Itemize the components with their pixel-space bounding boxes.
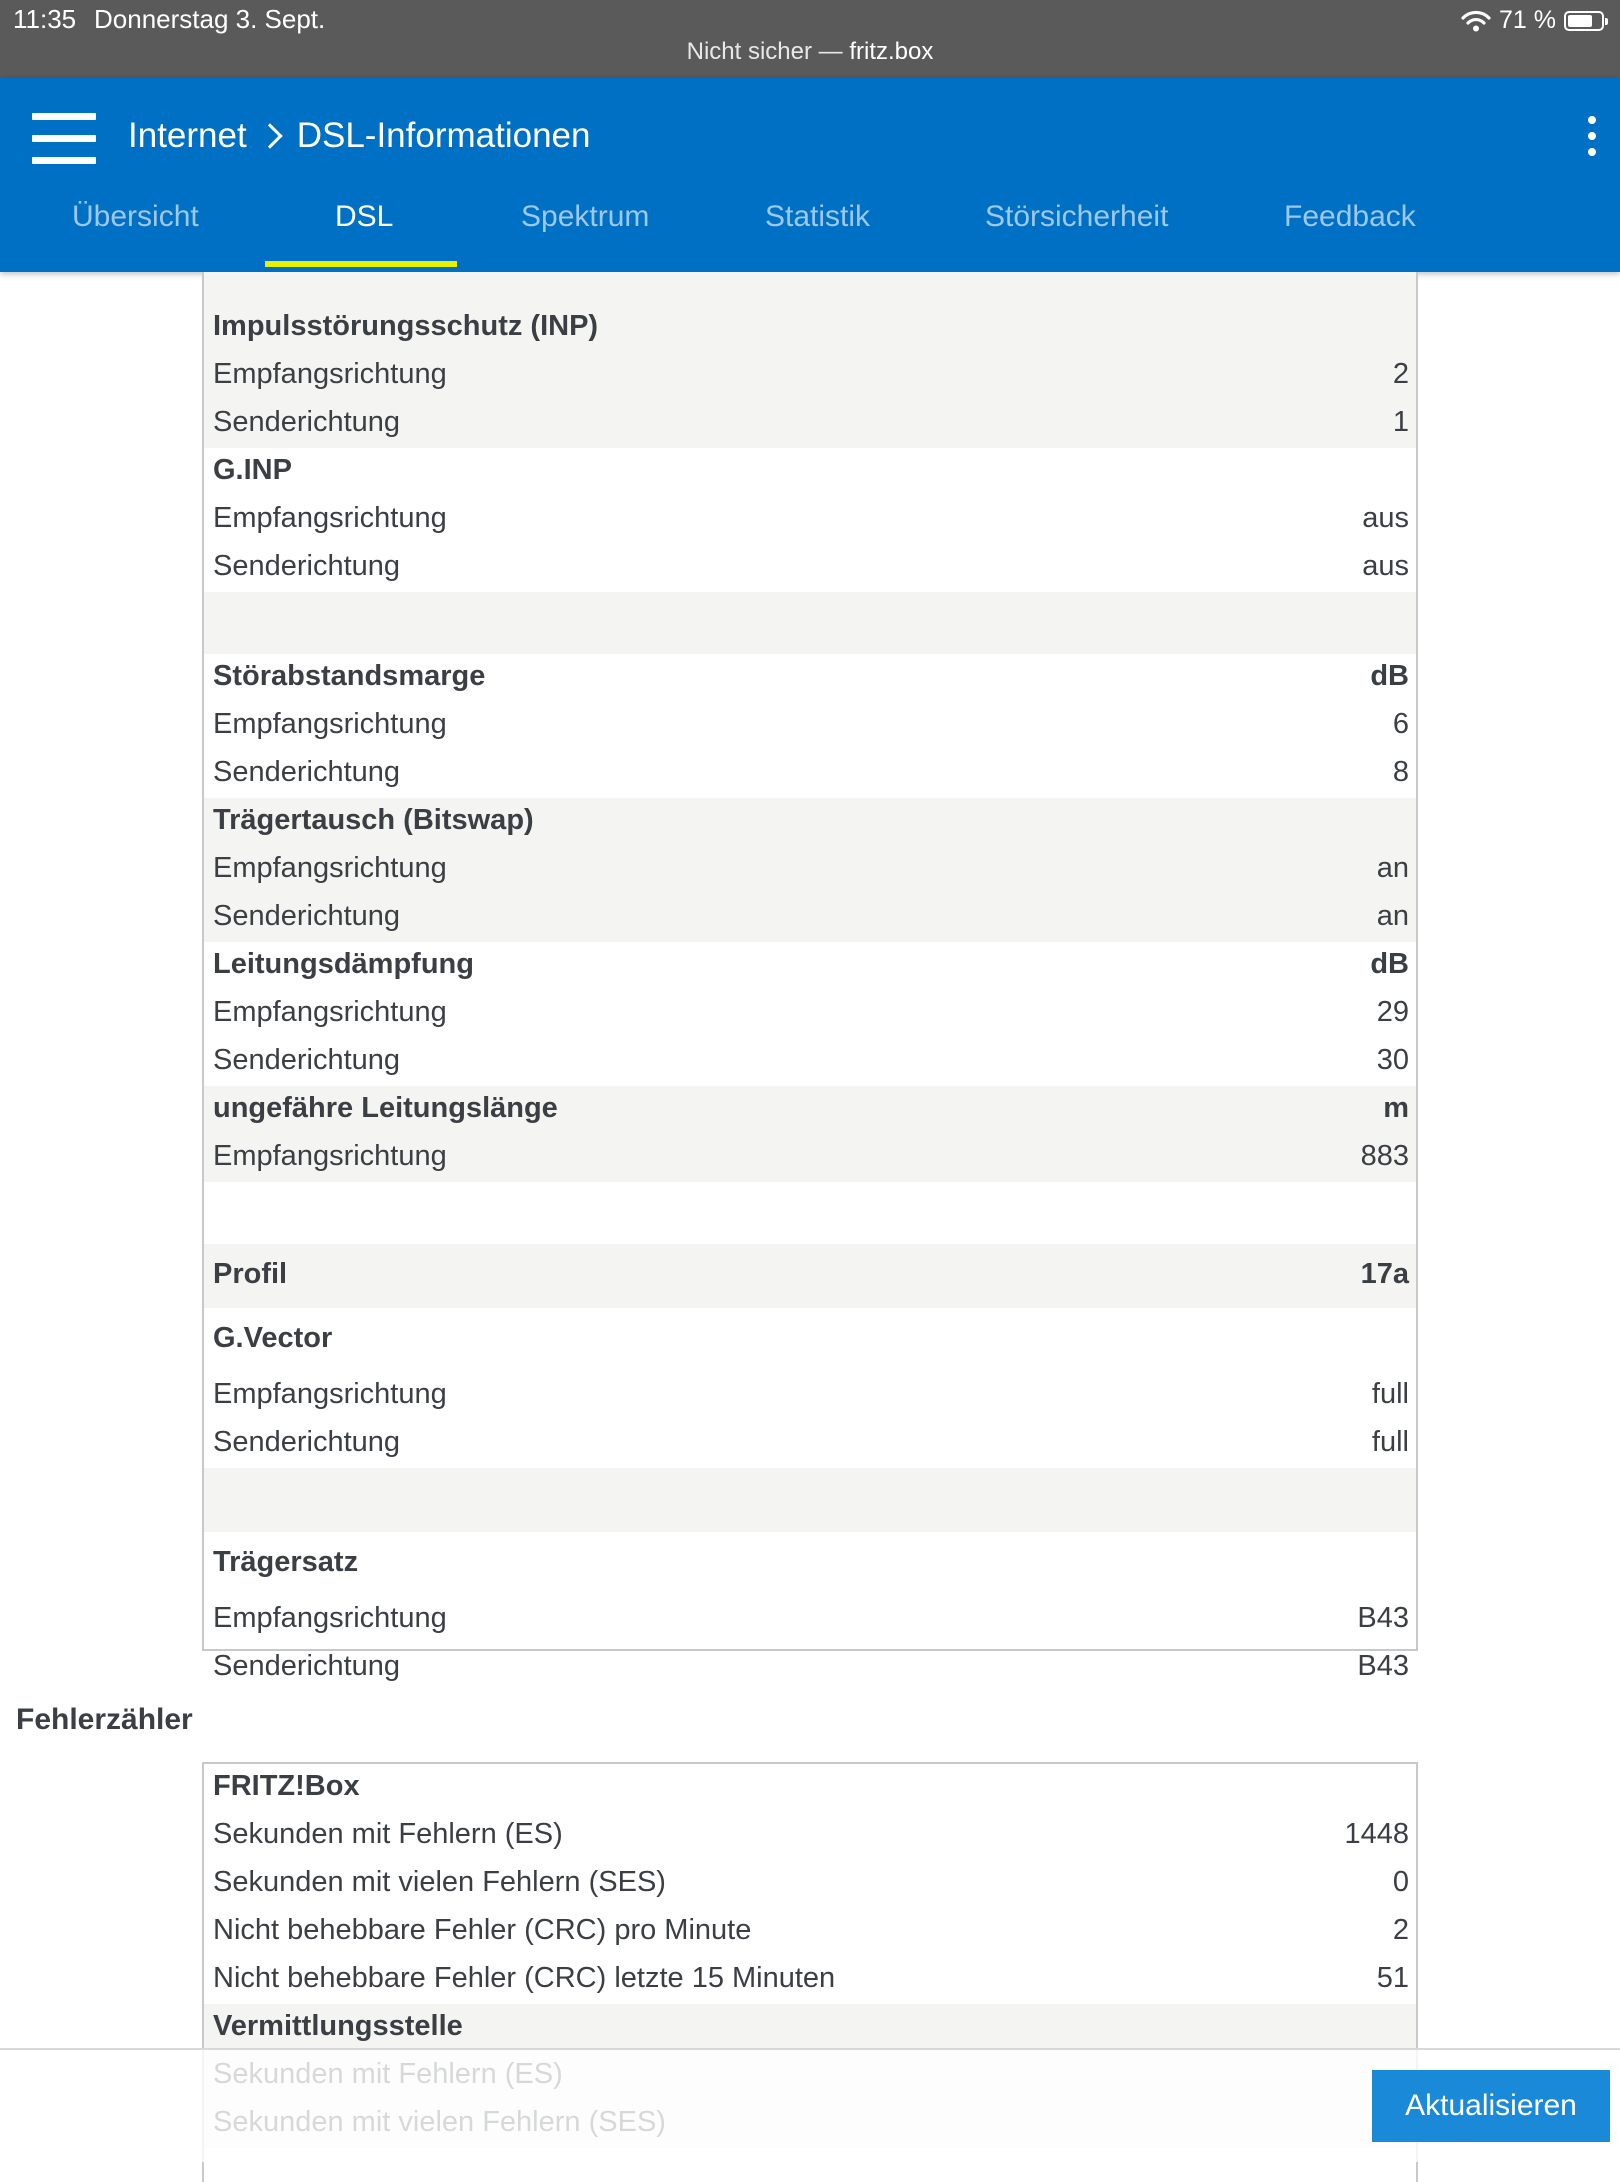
app-header — [0, 78, 1620, 272]
row-label: Empfangsrichtung — [213, 996, 447, 1028]
table-spacer — [204, 1182, 1416, 1244]
table-row — [204, 1134, 1416, 1182]
status-date: Donnerstag 3. Sept. — [94, 4, 326, 34]
row-value: aus — [1362, 502, 1409, 534]
table-row — [204, 702, 1416, 750]
tab-uebersicht[interactable]: Übersicht — [72, 200, 199, 233]
table-row — [204, 894, 1416, 942]
tab-spektrum[interactable]: Spektrum — [521, 200, 650, 233]
table-row — [204, 1596, 1416, 1644]
table-row — [204, 1812, 1416, 1860]
row-value: full — [1371, 1378, 1409, 1410]
row-heading: Leitungsdämpfung — [213, 948, 474, 980]
row-heading: Trägertausch (Bitswap) — [213, 804, 534, 836]
page-title: DSL-Informationen — [296, 116, 591, 155]
table-spacer — [204, 1468, 1416, 1532]
row-label: Nicht behebbare Fehler (CRC) pro Minute — [213, 1914, 752, 1946]
row-heading: Störabstandsmarge — [213, 660, 486, 692]
table-row — [204, 1038, 1416, 1086]
url-bar[interactable] — [0, 38, 1620, 66]
table-row — [204, 352, 1416, 400]
more-options-icon[interactable] — [1582, 116, 1602, 160]
row-heading: G.Vector — [213, 1322, 333, 1354]
row-value: 0 — [1392, 1866, 1409, 1898]
table-row — [204, 304, 1416, 352]
row-heading: Trägersatz — [213, 1546, 359, 1578]
row-value: 29 — [1376, 996, 1409, 1028]
active-tab-indicator — [265, 261, 457, 267]
row-value: aus — [1362, 550, 1409, 582]
table-row — [204, 400, 1416, 448]
table-row — [204, 1244, 1416, 1308]
row-unit: dB — [1370, 660, 1409, 692]
table-row — [204, 1086, 1416, 1134]
row-label: Empfangsrichtung — [213, 502, 447, 534]
row-label: Sekunden mit Fehlern (ES) — [213, 1818, 563, 1850]
refresh-button[interactable]: Aktualisieren — [1372, 2070, 1610, 2142]
row-label: Senderichtung — [213, 900, 401, 932]
table-row — [204, 1532, 1416, 1596]
url-security: Nicht sicher — — [686, 38, 843, 65]
row-label: Senderichtung — [213, 406, 401, 438]
breadcrumb-parent[interactable]: Internet — [128, 116, 247, 155]
row-heading: G.INP — [213, 454, 292, 486]
wifi-icon — [1461, 10, 1491, 32]
row-value: 1448 — [1344, 1818, 1409, 1850]
table-row — [204, 1644, 1416, 1692]
table-row — [204, 1308, 1416, 1372]
table-row — [204, 1372, 1416, 1420]
row-label: Empfangsrichtung — [213, 1602, 447, 1634]
row-heading: Vermittlungsstelle — [213, 2010, 463, 2042]
row-label: Empfangsrichtung — [213, 852, 447, 884]
status-indicators — [1461, 6, 1604, 35]
row-label: Empfangsrichtung — [213, 1378, 447, 1410]
row-label: Senderichtung — [213, 1426, 401, 1458]
tab-feedback[interactable]: Feedback — [1284, 200, 1416, 233]
table-row — [204, 846, 1416, 894]
battery-icon — [1564, 11, 1604, 31]
row-heading: FRITZ!Box — [213, 1770, 360, 1802]
chevron-right-icon — [257, 123, 282, 148]
row-heading: Impulsstörungsschutz (INP) — [213, 310, 599, 342]
row-value: 51 — [1376, 1962, 1409, 1994]
tab-statistik[interactable]: Statistik — [765, 200, 871, 233]
table-row — [204, 1908, 1416, 1956]
row-label: Nicht behebbare Fehler (CRC) letzte 15 Minuten — [213, 1962, 836, 1994]
table-row — [204, 1764, 1416, 1812]
row-label: Senderichtung — [213, 756, 401, 788]
row-label: Senderichtung — [213, 1650, 401, 1682]
row-value: 883 — [1360, 1140, 1409, 1172]
row-value: 30 — [1376, 1044, 1409, 1076]
table-row — [204, 1956, 1416, 2004]
table-row — [204, 990, 1416, 1038]
row-value: 6 — [1392, 708, 1409, 740]
tab-dsl[interactable]: DSL — [335, 200, 394, 233]
table-spacer — [204, 592, 1416, 654]
row-value: an — [1376, 852, 1409, 884]
table-row — [204, 1420, 1416, 1468]
table-row — [204, 448, 1416, 496]
tab-stoersicherheit[interactable]: Störsicherheit — [985, 200, 1169, 233]
row-value: full — [1371, 1426, 1409, 1458]
bottom-action-bar — [0, 2048, 1620, 2162]
url-host: fritz.box — [849, 38, 934, 65]
table-row — [204, 272, 1416, 304]
row-value: 8 — [1392, 756, 1409, 788]
battery-percent: 71 % — [1499, 6, 1556, 34]
table-row — [204, 496, 1416, 544]
row-value: 2 — [1392, 1914, 1409, 1946]
table-row — [204, 654, 1416, 702]
row-label: Senderichtung — [213, 1044, 401, 1076]
row-value: 1 — [1392, 406, 1409, 438]
row-label: Empfangsrichtung — [213, 358, 447, 390]
breadcrumb — [128, 116, 590, 156]
row-label: Senderichtung — [213, 550, 401, 582]
row-unit: dB — [1370, 948, 1409, 980]
row-value: 17a — [1360, 1258, 1409, 1290]
row-label: Empfangsrichtung — [213, 1140, 447, 1172]
table-row — [204, 798, 1416, 846]
status-bar — [0, 0, 1620, 78]
row-label: Sekunden mit vielen Fehlern (SES) — [213, 1866, 666, 1898]
row-value: 2 — [1392, 358, 1409, 390]
row-heading: Profil — [213, 1258, 288, 1290]
status-time: 11:35 — [13, 4, 77, 34]
table-row — [204, 2004, 1416, 2052]
table-row — [204, 544, 1416, 592]
row-value: B43 — [1357, 1602, 1409, 1634]
section-title-error-counter: Fehlerzähler — [16, 1703, 193, 1736]
row-value: B43 — [1357, 1650, 1409, 1682]
table-row — [204, 750, 1416, 798]
row-value: an — [1376, 900, 1409, 932]
row-label: Empfangsrichtung — [213, 708, 447, 740]
row-heading: ungefähre Leitungslänge — [213, 1092, 558, 1124]
table-row — [204, 1860, 1416, 1908]
row-unit: m — [1383, 1092, 1409, 1124]
table-row — [204, 942, 1416, 990]
dsl-info-table — [202, 272, 1418, 1682]
menu-icon[interactable] — [32, 113, 96, 165]
